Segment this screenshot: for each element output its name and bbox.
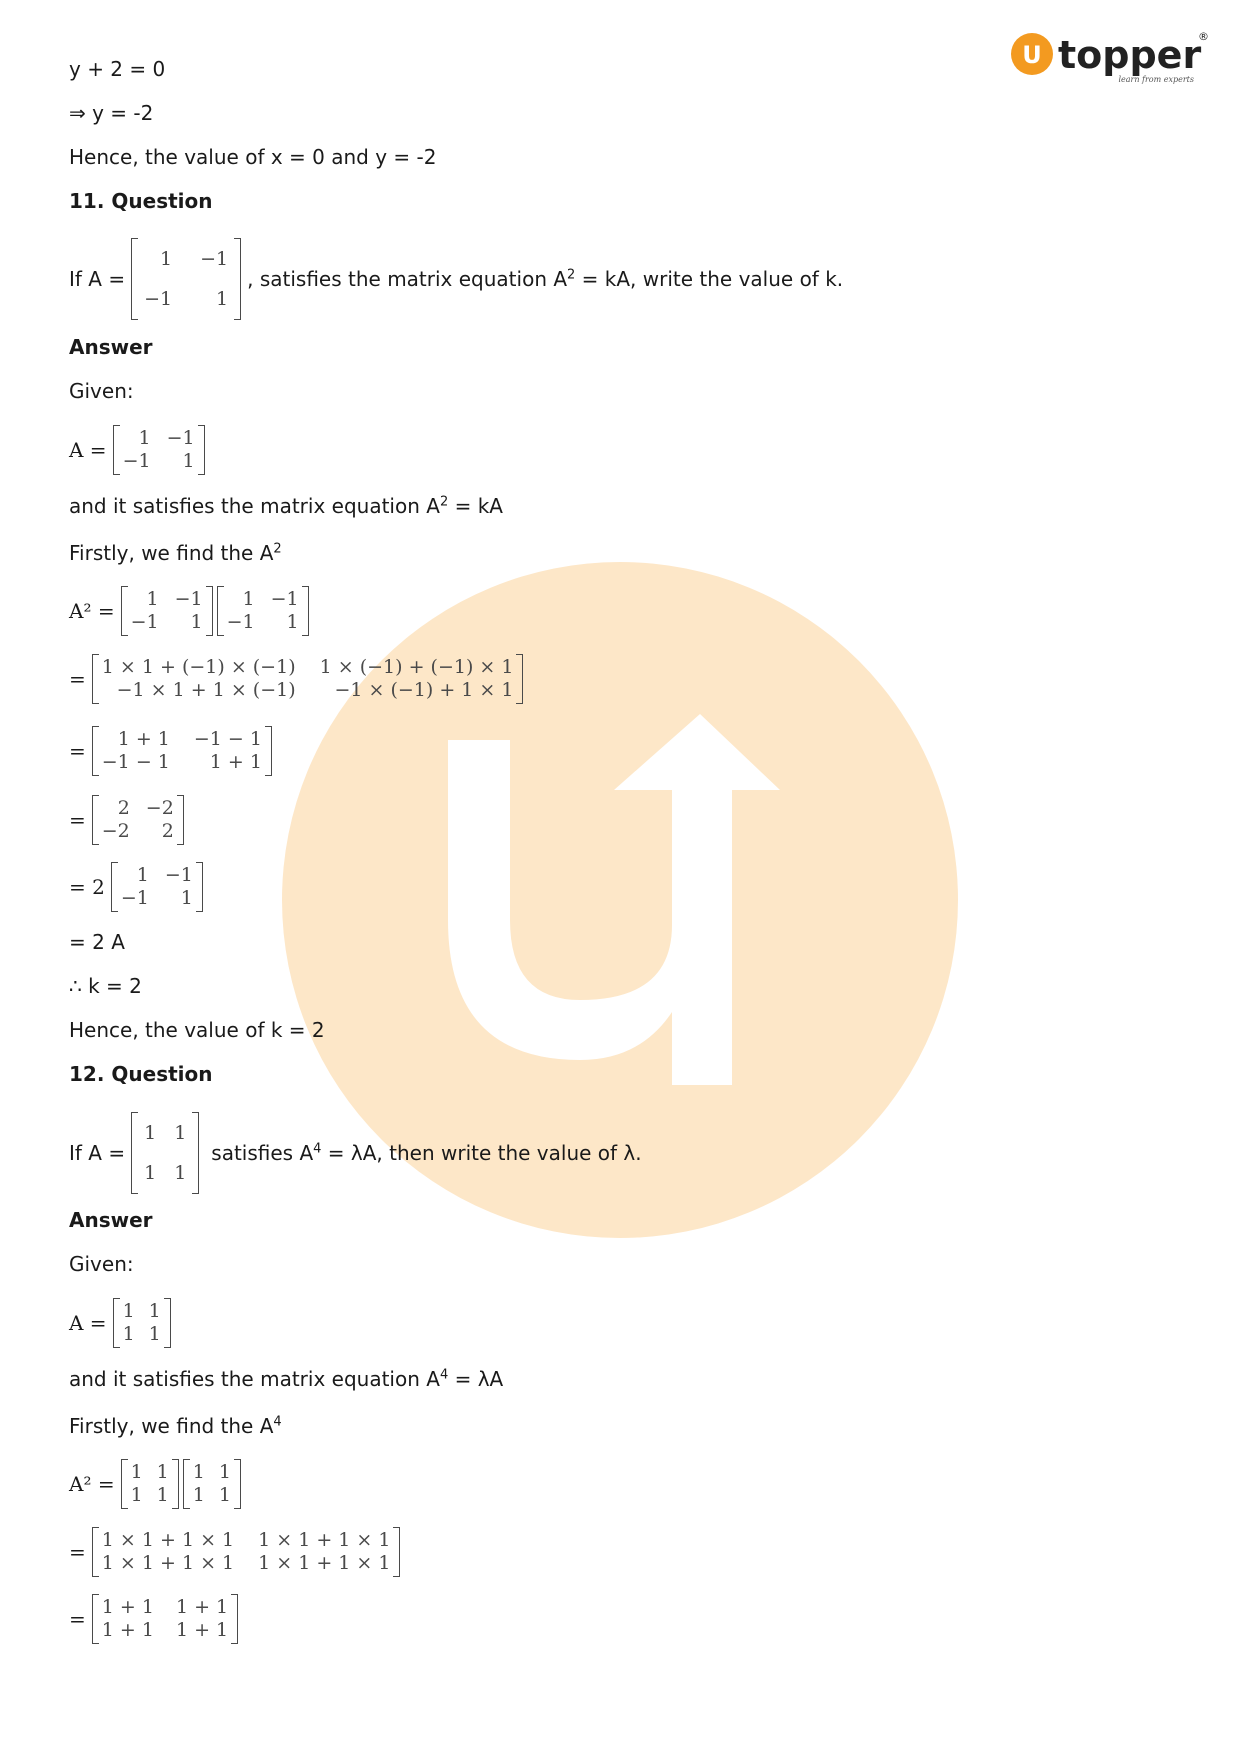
equation: = 2 1 −1 −1 1: [69, 862, 203, 912]
text-line: Hence, the value of k = 2: [69, 1018, 325, 1042]
text-line: Firstly, we find the $A^2$: [69, 541, 282, 565]
answer-heading: Answer: [69, 1208, 153, 1232]
svg-text:®: ®: [1198, 30, 1209, 43]
equation: = 1 × 1 + 1 × 1 1 × 1 + 1 × 1 1 × 1 + 1 × 1 1 × 1 + 1 × 1: [69, 1527, 400, 1577]
answer-heading: Answer: [69, 335, 153, 359]
matrix: 1 −1 −1 1: [113, 425, 205, 475]
matrix: 1 1 1 1: [131, 1112, 199, 1194]
matrix: 1 × 1 + 1 × 1 1 × 1 + 1 × 1 1 × 1 + 1 × 1 1 × 1 + 1 × 1: [92, 1527, 401, 1577]
matrix: 1 −1 −1 1: [131, 238, 241, 320]
svg-text:learn from experts: learn from experts: [1118, 75, 1194, 84]
equation: A² = 1 −1 −1 1 1 −1 −1 1: [69, 586, 309, 636]
equation: A = 1 1 1 1: [69, 1298, 171, 1348]
text-line: ⇒ y = -2: [69, 101, 154, 125]
text-line: = 2 A: [69, 930, 125, 954]
question-heading: 12. Question: [69, 1062, 213, 1086]
svg-text:topper: topper: [1058, 33, 1202, 77]
question-heading: 11. Question: [69, 189, 213, 213]
matrix: 2 −2 −2 2: [92, 795, 184, 845]
text-line: Given:: [69, 379, 134, 403]
matrix: 1 −1 −1 1: [217, 586, 309, 636]
text-line: ∴ k = 2: [69, 974, 142, 998]
equation: = 1 + 1 −1 − 1 −1 − 1 1 + 1: [69, 726, 272, 776]
matrix: 1 1 1 1: [183, 1459, 241, 1509]
equation: = 2 −2 −2 2: [69, 795, 184, 845]
matrix: 1 + 1 −1 − 1 −1 − 1 1 + 1: [92, 726, 272, 776]
text-line: Firstly, we find the $A^4$: [69, 1414, 282, 1438]
text-line: Hence, the value of x = 0 and y = -2: [69, 145, 437, 169]
matrix: 1 + 1 1 + 1 1 + 1 1 + 1: [92, 1594, 238, 1644]
equation: A² = 1 1 1 1 1 1 1 1: [69, 1459, 241, 1509]
question-statement: If A = 1 1 1 1 satisfies $A^4 = \lambda A$, then write the value of λ.: [69, 1112, 642, 1194]
text-line: and it satisfies the matrix equation $A^2$ = kA: [69, 494, 503, 518]
equation: A = 1 −1 −1 1: [69, 425, 205, 475]
matrix: 1 1 1 1: [121, 1459, 179, 1509]
equation: = 1 + 1 1 + 1 1 + 1 1 + 1: [69, 1594, 238, 1644]
matrix: 1 −1 −1 1: [121, 586, 213, 636]
svg-text:U: U: [1022, 41, 1042, 69]
matrix: 1 1 1 1: [113, 1298, 171, 1348]
utopper-logo-icon: [1010, 28, 1210, 90]
matrix: 1 −1 −1 1: [111, 862, 203, 912]
matrix: 1 × 1 + (−1) × (−1) 1 × (−1) + (−1) × 1 −1 × 1 + 1 × (−1) −1 × (−1) + 1 × 1: [92, 654, 524, 704]
question-statement: If A = 1 −1 −1 1 , satisfies the matrix equation $A^2$ = kA, write the value of k.: [69, 238, 843, 320]
text-line: and it satisfies the matrix equation $A^4 = \lambda A$: [69, 1367, 504, 1391]
text-line: Given:: [69, 1252, 134, 1276]
equation: = 1 × 1 + (−1) × (−1) 1 × (−1) + (−1) × 1 −1 × 1 + 1 × (−1) −1 × (−1) + 1 × 1: [69, 654, 523, 704]
text-line: y + 2 = 0: [69, 57, 166, 81]
